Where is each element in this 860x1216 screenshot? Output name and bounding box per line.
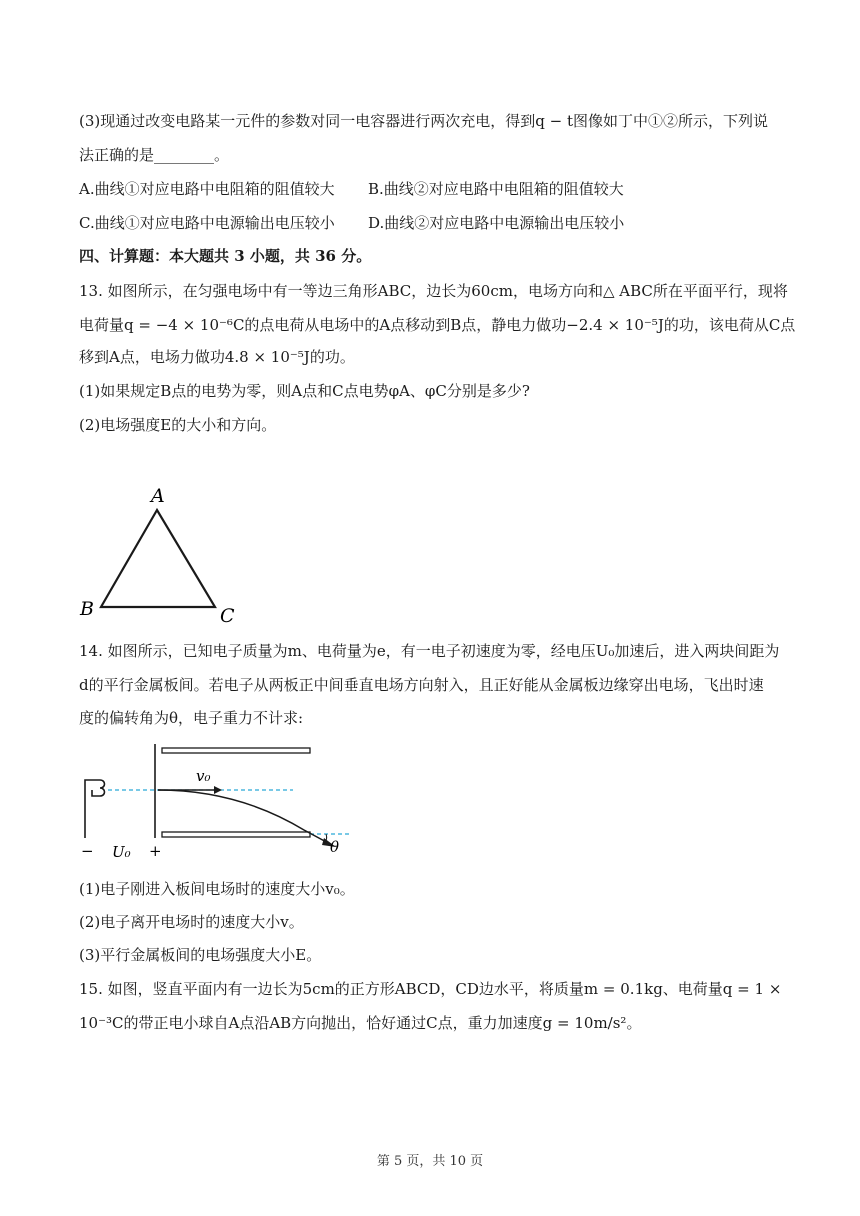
label-u0: U₀ <box>112 843 131 861</box>
q12-option-a: A.曲线①对应电路中电阻箱的阻值较大 <box>79 180 335 198</box>
electron-gun <box>85 780 105 838</box>
q12-option-b: B.曲线②对应电路中电阻箱的阻值较大 <box>368 180 624 198</box>
q12-part3-stem-line2: 法正确的是________。 <box>79 146 230 164</box>
q12-part3-stem-line1: (3)现通过改变电路某一元件的参数对同一电容器进行两次充电，得到q − t图像如丁中①②所示，下列说 <box>79 112 768 130</box>
q14-line1: 14. 如图所示，已知电子质量为m、电荷量为e，有一电子初速度为零，经电压U₀加速后，进入两块间距为 <box>79 642 780 660</box>
triangle-abc <box>101 510 215 607</box>
electron-deflection-figure <box>78 738 368 866</box>
triangle-abc-figure <box>75 480 245 625</box>
q13-sub1: (1)如果规定B点的电势为零，则A点和C点电势φA、φC分别是多少? <box>79 382 530 400</box>
q14-sub1: (1)电子刚进入板间电场时的速度大小v₀。 <box>79 880 355 898</box>
q13-line3: 移到A点，电场力做功4.8 × 10⁻⁵J的功。 <box>79 348 355 366</box>
label-b: B <box>80 598 94 620</box>
q13-line2: 电荷量q = −4 × 10⁻⁶C的点电荷从电场中的A点移动到B点，静电力做功−2.4 × 10⁻⁵J的功，该电荷从C点 <box>79 316 796 334</box>
q13-line1: 13. 如图所示，在匀强电场中有一等边三角形ABC，边长为60cm，电场方向和△ ABC所在平面平行，现将 <box>79 282 788 300</box>
q13-sub2: (2)电场强度E的大小和方向。 <box>79 416 277 434</box>
q14-sub2: (2)电子离开电场时的速度大小v。 <box>79 913 304 931</box>
page-footer: 第 5 页，共 10 页 <box>376 1154 484 1169</box>
q14-sub3: (3)平行金属板间的电场强度大小E。 <box>79 946 322 964</box>
label-plus: + <box>149 842 162 860</box>
lower-metal-plate <box>162 832 310 837</box>
label-minus: − <box>81 842 94 860</box>
label-c: C <box>220 605 235 625</box>
v0-arrowhead <box>214 786 222 794</box>
label-a: A <box>151 485 165 507</box>
q12-option-c: C.曲线①对应电路中电源输出电压较小 <box>79 214 335 232</box>
q14-line3: 度的偏转角为θ，电子重力不计求: <box>79 709 304 727</box>
section4-heading: 四、计算题：本大题共 3 小题，共 36 分。 <box>79 247 372 265</box>
label-theta: θ <box>330 838 340 856</box>
q12-option-d: D.曲线②对应电路中电源输出电压较小 <box>368 214 625 232</box>
q15-line2: 10⁻³C的带正电小球自A点沿AB方向抛出，恰好通过C点，重力加速度g = 10m/s²。 <box>79 1014 642 1032</box>
upper-metal-plate <box>162 748 310 753</box>
q15-line1: 15. 如图，竖直平面内有一边长为5cm的正方形ABCD，CD边水平，将质量m = 0.1kg、电荷量q = 1 × <box>79 980 782 998</box>
label-v0: v₀ <box>196 767 211 785</box>
q14-line2: d的平行金属板间。若电子从两板正中间垂直电场方向射入，且正好能从金属板边缘穿出电场，飞出时速 <box>79 676 764 694</box>
